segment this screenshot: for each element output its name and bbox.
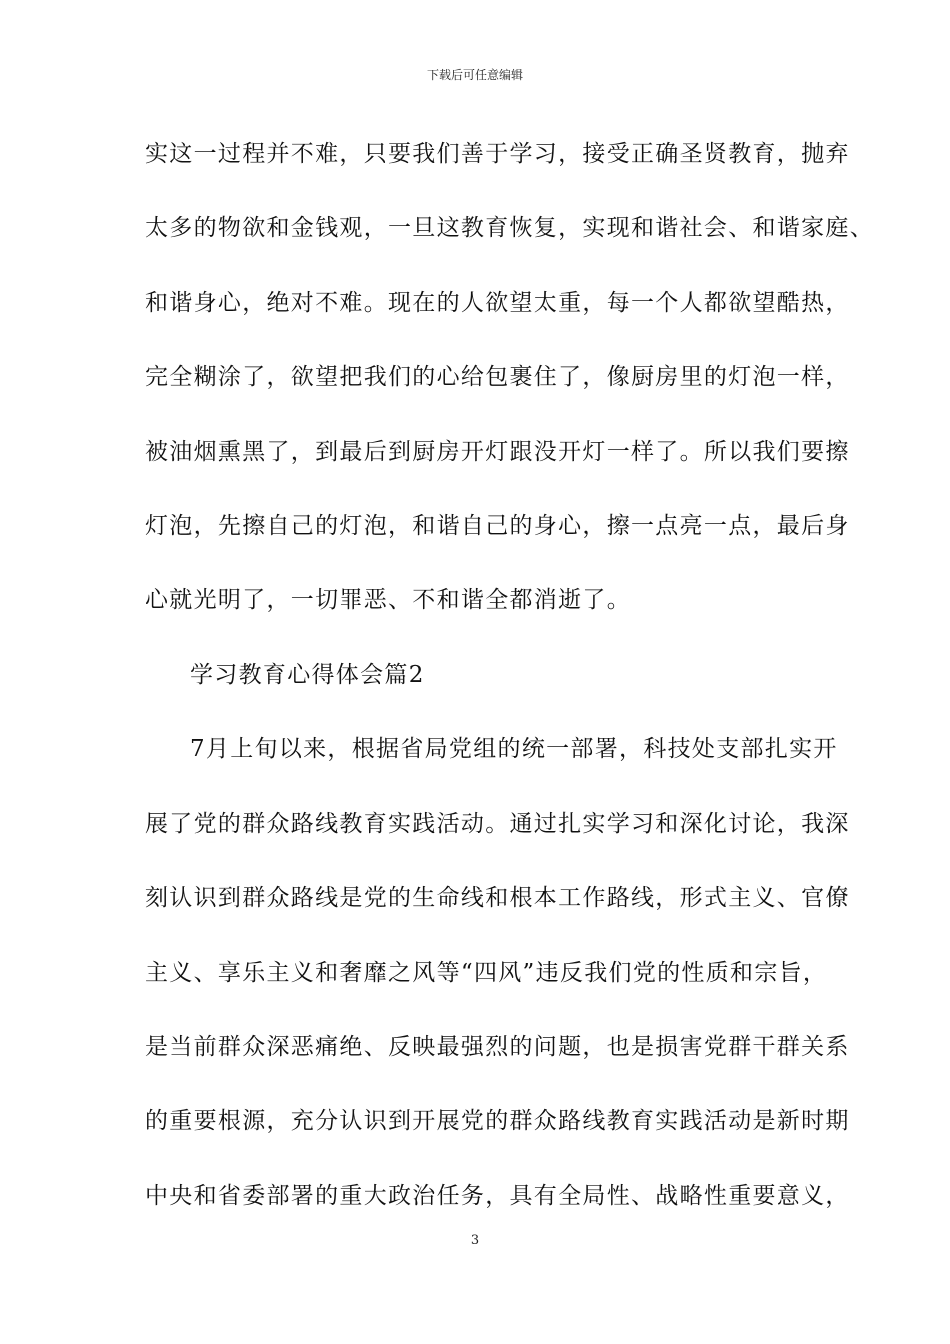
body-line: 心就光明了，一切罪恶、不和谐全都消逝了。 xyxy=(145,587,631,613)
body-line: 和谐身心，绝对不难。现在的人欲望太重，每一个人都欲望酷热， xyxy=(145,290,850,316)
page-number: 3 xyxy=(470,1233,480,1248)
body-line: 灯泡，先擦自己的灯泡，和谐自己的身心，擦一点亮一点，最后身 xyxy=(145,513,850,539)
body-line: 主义、享乐主义和奢靡之风等“四风”违反我们党的性质和宗旨， xyxy=(145,960,828,986)
header-note: 下载后可任意编辑 xyxy=(426,68,523,82)
body-line: 实这一过程并不难，只要我们善于学习，接受正确圣贤教育，抛弃 xyxy=(145,141,850,167)
body-line: 是当前群众深恶痛绝、反映最强烈的问题，也是损害党群干群关系 xyxy=(145,1034,850,1060)
body-line: 中央和省委部署的重大政治任务，具有全局性、战略性重要意义， xyxy=(145,1183,850,1209)
paragraph-first-line: 7月上旬以来，根据省局党组的统一部署，科技处支部扎实开 xyxy=(190,736,838,762)
body-line: 被油烟熏黑了，到最后到厨房开灯跟没开灯一样了。所以我们要擦 xyxy=(145,439,850,465)
body-line: 完全糊涂了，欲望把我们的心给包裹住了，像厨房里的灯泡一样， xyxy=(145,364,850,390)
body-line: 刻认识到群众路线是党的生命线和根本工作路线，形式主义、官僚 xyxy=(145,885,850,911)
body-line: 展了党的群众路线教育实践活动。通过扎实学习和深化讨论，我深 xyxy=(145,811,850,837)
body-line: 太多的物欲和金钱观，一旦这教育恢复，实现和谐社会、和谐家庭、 xyxy=(145,215,874,241)
body-line: 的重要根源，充分认识到开展党的群众路线教育实践活动是新时期 xyxy=(145,1108,850,1134)
section-heading: 学习教育心得体会篇2 xyxy=(190,662,425,688)
